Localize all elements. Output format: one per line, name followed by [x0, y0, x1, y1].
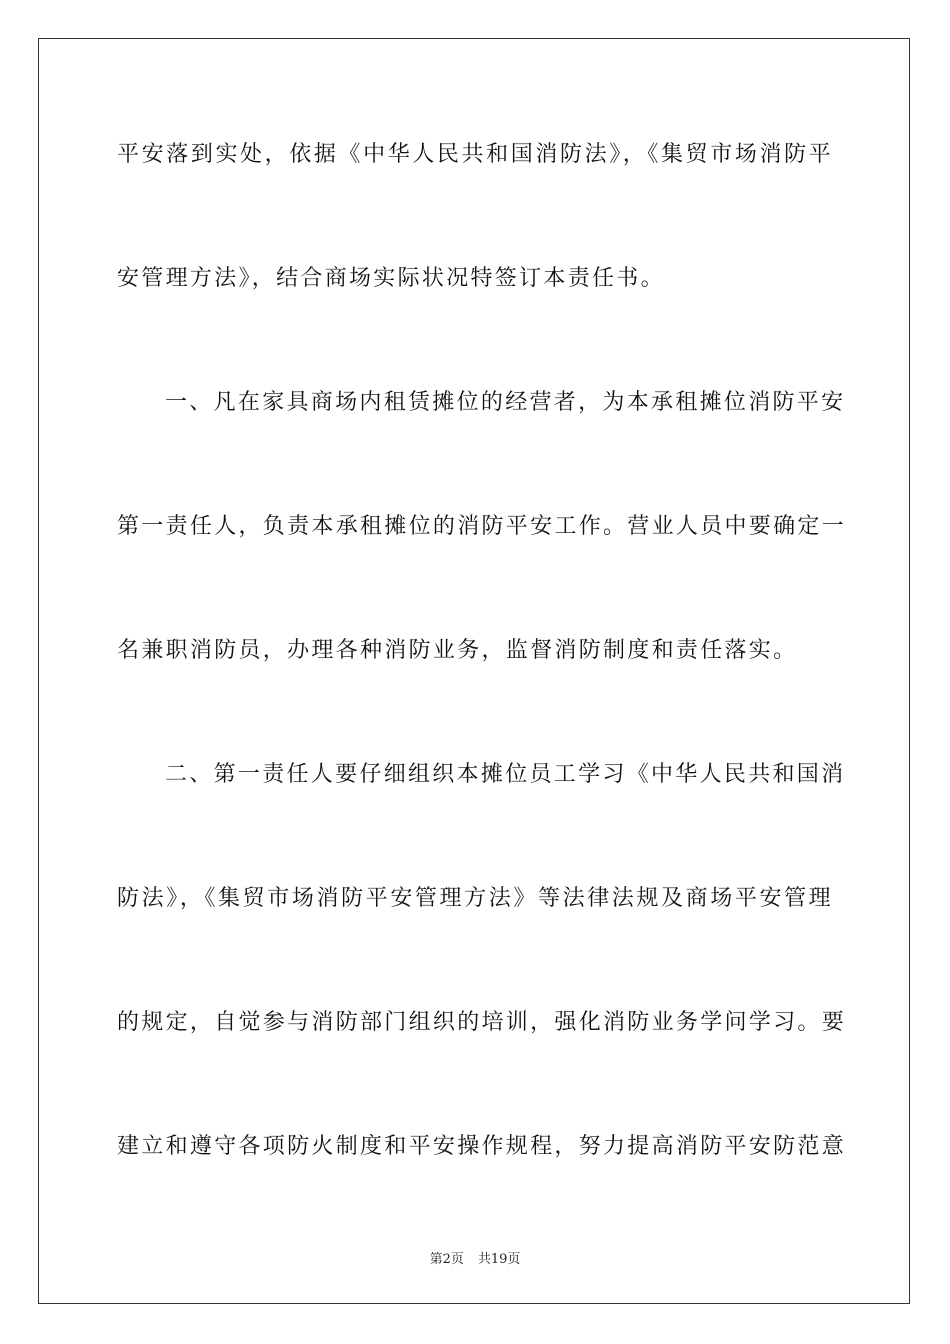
- paragraph-line: 二、第一责任人要仔细组织本摊位员工学习《中华人民共和国消: [165, 762, 846, 787]
- paragraph-line: 建立和遵守各项防火制度和平安操作规程，努力提高消防平安防范意: [117, 1134, 847, 1159]
- page-footer: [0, 1248, 950, 1267]
- paragraph-line: 安管理方法》，结合商场实际状况特签订本责任书。: [117, 266, 665, 291]
- paragraph-line: 名兼职消防员，办理各种消防业务，监督消防制度和责任落实。: [117, 638, 798, 663]
- paragraph-line: 第一责任人，负责本承租摊位的消防平安工作。营业人员中要确定一: [117, 514, 847, 539]
- total-pages: 共19页: [477, 1252, 521, 1267]
- paragraph-line: 一、凡在家具商场内租赁摊位的经营者，为本承租摊位消防平安: [165, 390, 846, 415]
- document-body: [117, 125, 847, 1241]
- page-number: 第2页: [429, 1252, 464, 1267]
- paragraph-line: 防法》，《集贸市场消防平安管理方法》等法律法规及商场平安管理: [117, 886, 833, 911]
- paragraph-line: 平安落到实处，依据《中华人民共和国消防法》，《集贸市场消防平: [117, 142, 833, 167]
- paragraph-line: 的规定，自觉参与消防部门组织的培训，强化消防业务学问学习。要: [117, 1010, 847, 1035]
